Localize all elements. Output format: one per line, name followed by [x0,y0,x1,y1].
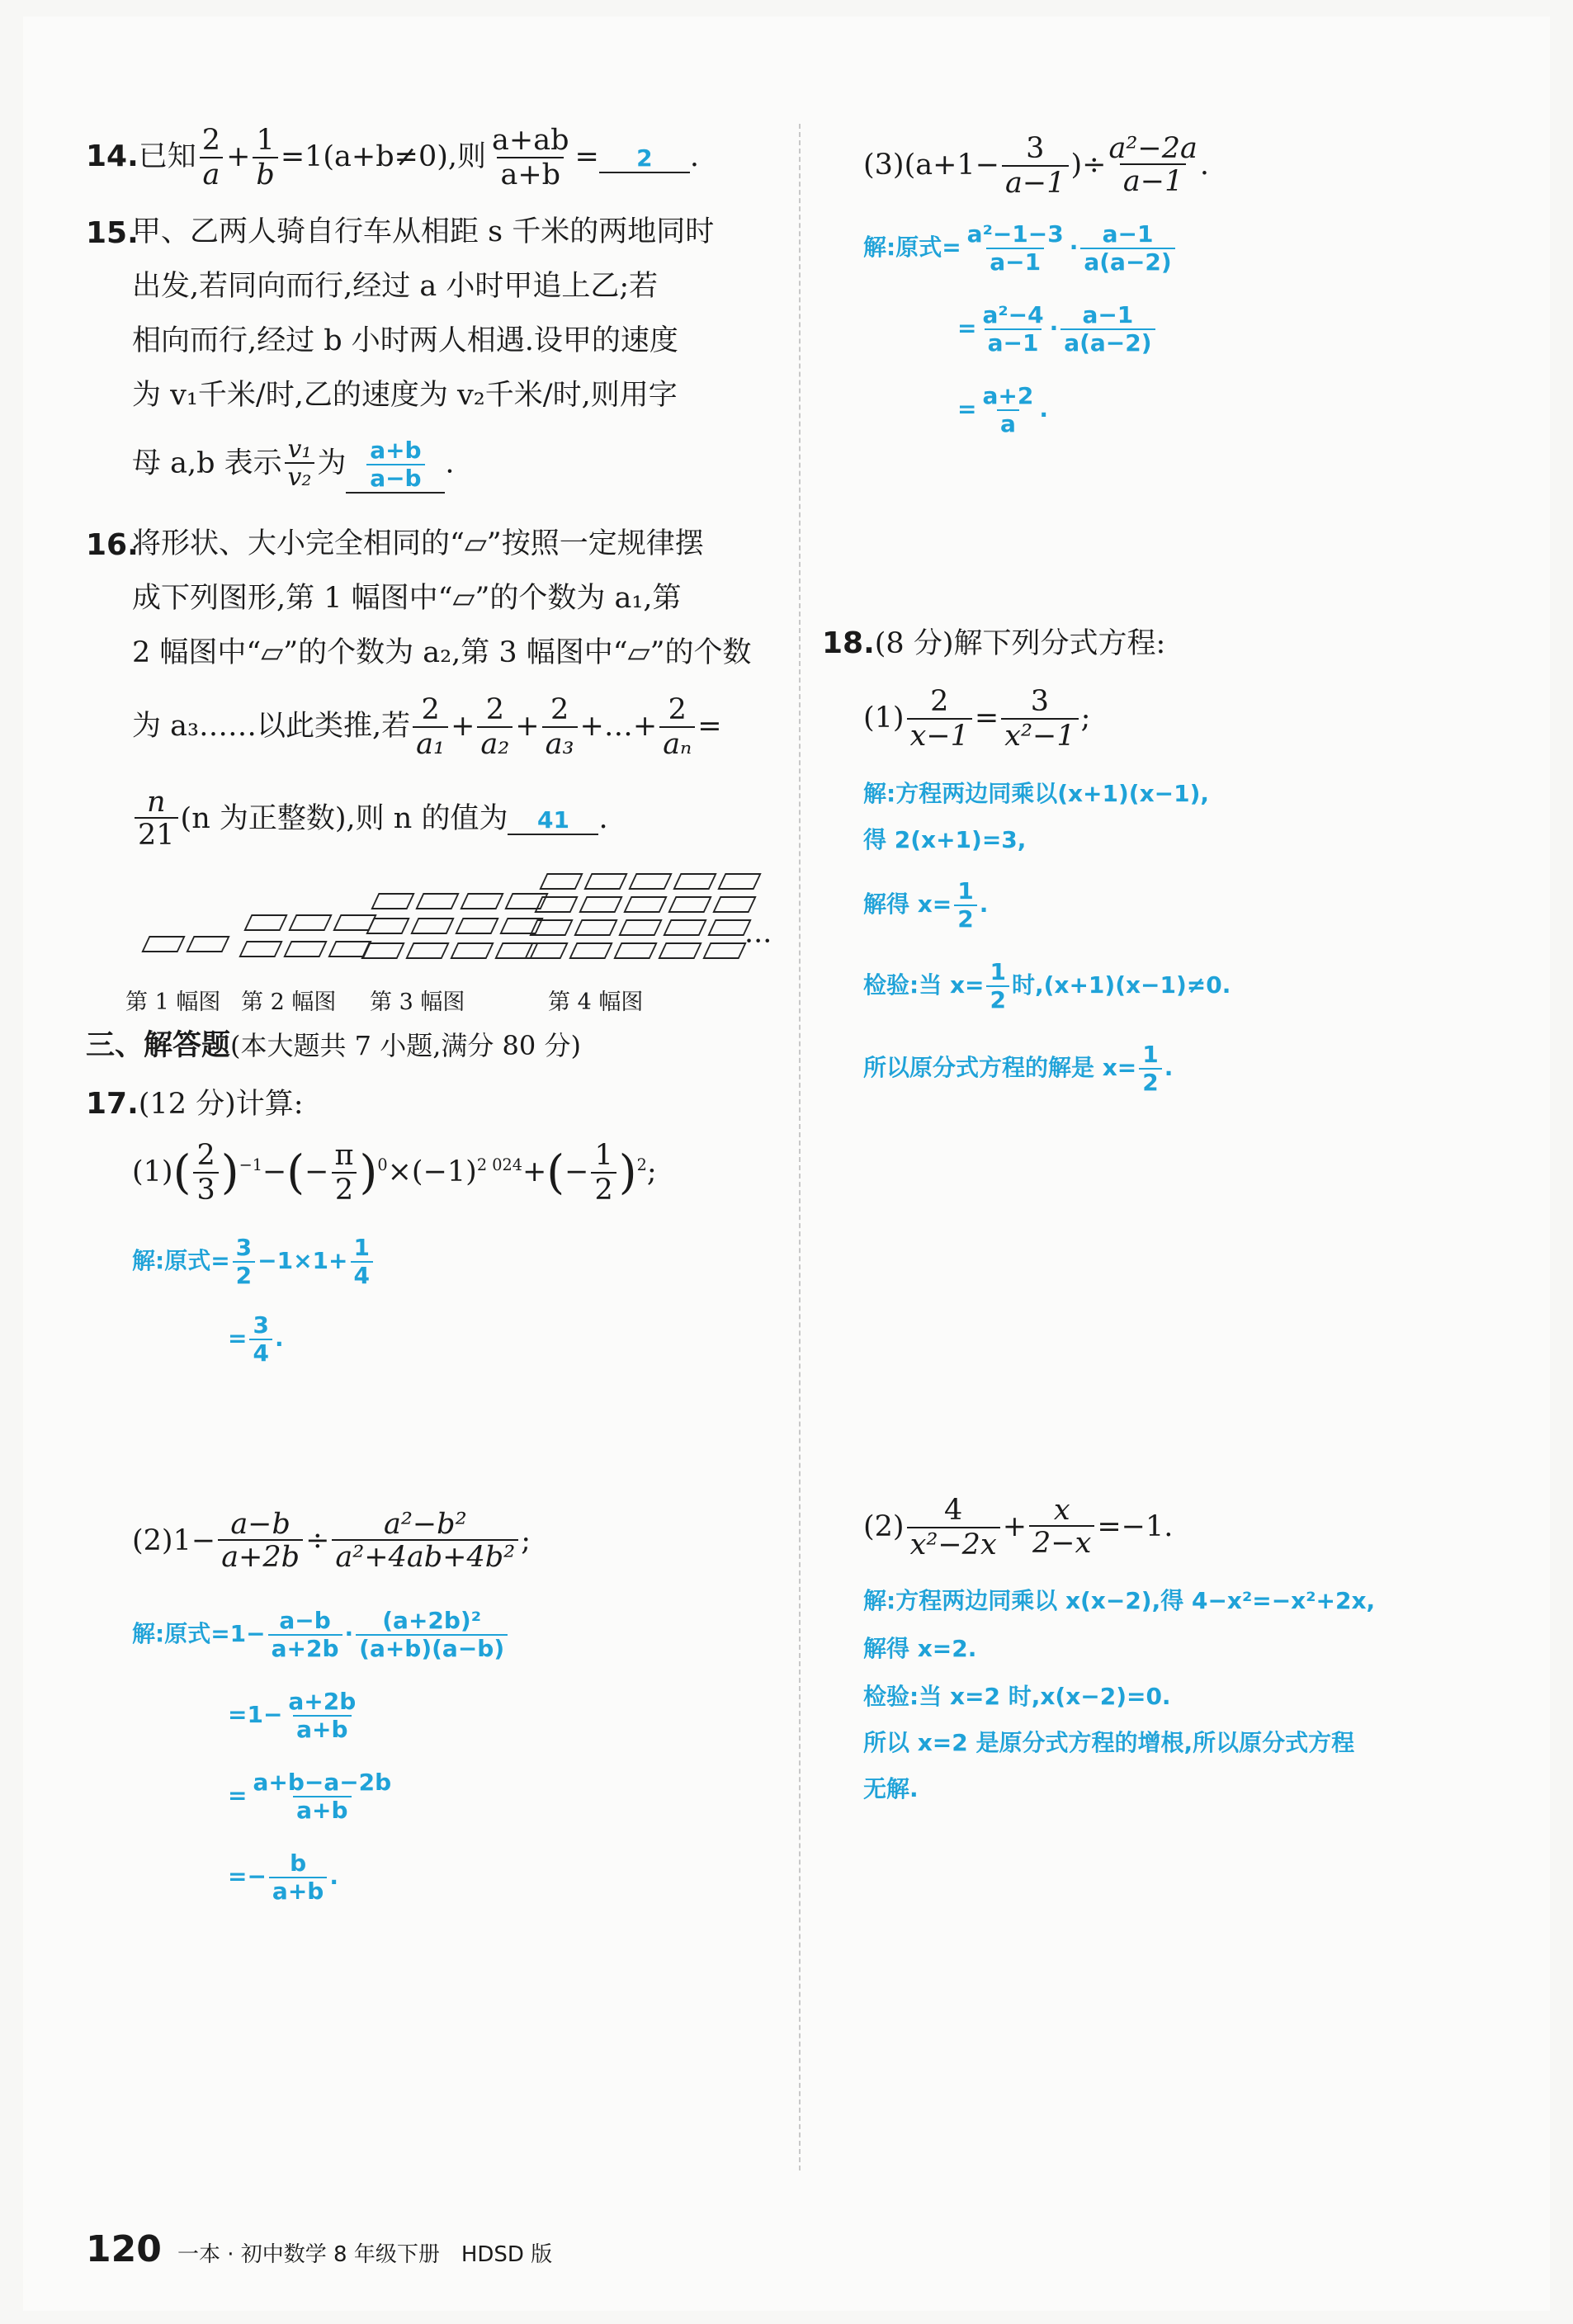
ellipsis: ··· [744,925,772,958]
answer: 41 [536,806,569,834]
q17-part2-expr: (2)1− $\frac{a-b}{a+2b}$ ÷ $\frac{\text{a²−b²}}{\text{a²+4ab+4b²}}$ ; [132,1508,531,1574]
q18-part2-solution-3: 检验:当 x=2 时,x(x−2)=0. [863,1683,1171,1710]
answer: $\frac{a+b}{a-b}$ [366,437,424,492]
q17-part3-solution-3: = $\frac{a+2}{a}$ . [957,382,1048,438]
question-number: 15. [86,216,139,250]
figure-label: 第 2 幅图 [241,990,337,1015]
q18-part2-expr: (2) $\frac{4}{\text{x²−2x}}$ + $\frac{x}{2-x}$ =−1. [863,1493,1174,1562]
q17-part2-solution-3: = $\frac{a+b-a-2b}{a+b}$ [228,1769,392,1825]
question-16-tail: $\frac{n}{21}$ (n 为正整数),则 n 的值为 41 . [132,788,608,852]
q18-part2-solution-1: 解:方程两边同乘以 x(x−2),得 4−x²=−x²+2x, [863,1587,1376,1614]
q18-part2-solution-2: 解得 x=2. [863,1635,977,1662]
question-number: 14. [86,139,139,173]
q17-part3-solution-1: 解:原式= $\frac{\text{a²−1−3}}{a-1}$ · $\frac{a-1}{a(a-2)}$ [863,221,1178,276]
page-footer [86,2228,552,2270]
q17-part1-solution-1: 解:原式= $\frac{3}{2}$ −1×1+ $\frac{1}{4}$ [132,1235,376,1289]
q18-part1-solution-4: 检验:当 x= $\frac{1}{2}$ 时,(x+1)(x−1)≠0. [863,958,1231,1014]
question-18-head: 18.(8 分)解下列分式方程: [822,626,1166,660]
q17-part2-solution-2: =1− $\frac{a+2b}{a+b}$ [228,1688,357,1744]
book-title: 一本 · 初中数学 8 年级下册 HDSD 版 [177,2242,553,2267]
question-number: 16. [86,528,139,562]
q18-part1-solution-3: 解得 x= $\frac{1}{2}$ . [863,877,989,933]
q18-part1-solution-2: 得 2(x+1)=3, [863,826,1027,853]
q17-part2-solution-4: =− $\frac{b}{a+b}$ . [228,1849,338,1906]
figure-label: 第 4 幅图 [548,990,644,1015]
answer-blank [599,143,690,173]
question-17-head: 17.(12 分)计算: [86,1087,304,1121]
q17-part3-solution-2: = $\frac{\text{a²−4}}{a-1}$ · $\frac{a-1}{a(a-2)}$ [957,302,1158,357]
q17-part3-expr: (3)(a+1− $\frac{3}{a-1}$ )÷ $\frac{\text{a²−2a}}{a-1}$ . [863,131,1209,201]
section-title: 三、解答题(本大题共 7 小题,满分 80 分) [86,1029,581,1062]
question-16-sum: 为 a₃……以此类推,若 $\frac{2}{\text{a₁}}$ + $\frac{2}{\text{a₂}}$ + $\frac{2}{\text{a₃}}$ +…+ $\frac{2}{\text{aₙ}}$ = [132,693,722,762]
q18-part2-solution-4: 所以 x=2 是原分式方程的增根,所以原分式方程 [863,1729,1355,1756]
q17-part2-solution-1: 解:原式=1− $\frac{a-b}{a+2b}$ · $\frac{\text{(a+2b)²}}{(a+b)(a-b)}$ [132,1608,510,1662]
q18-part2-solution-5: 无解. [863,1775,919,1802]
page-number: 120 [86,2228,162,2270]
column-divider [799,124,801,2170]
question-14: 14.已知 $\frac{2}{a}$ + $\frac{1}{b}$ =1(a+b≠0),则 $\frac{a+ab}{a+b}$ = 2 . [86,124,699,192]
answer-blank [346,437,445,494]
answer: 2 [636,144,653,172]
q18-part1-expr: (1) $\frac{2}{x-1}$ = $\frac{3}{\text{x²−1}}$ ; [863,685,1091,753]
figure-label: 第 1 幅图 [125,990,221,1015]
figure-label: 第 3 幅图 [370,990,465,1015]
question-15-last-line: 母 a,b 表示 $\frac{\text{v₁}}{\text{v₂}}$ 为 $\frac{a+b}{a-b}$ . [132,437,455,494]
q18-part1-solution-5: 所以原分式方程的解是 x= $\frac{1}{2}$ . [863,1041,1174,1097]
question-16-text: 将形状、大小完全相同的“▱”按照一定规律摆 成下列图形,第 1 幅图中“▱”的个数为 a₁,第 2 幅图中“▱”的个数为 a₂,第 3 幅图中“▱”的个数 [132,527,752,669]
q18-part1-solution-1: 解:方程两边同乘以(x+1)(x−1), [863,780,1210,807]
q17-part1-expr: (1)( $\frac{2}{3}$ )$^{-1}$−(− $\frac{\pi}{2}$ )$^0\times(-1)^{2 024}+(-$ $\frac{1}{2}$ )$^2$; [132,1139,657,1207]
answer-blank [508,805,598,835]
q17-part1-solution-2: = $\frac{3}{4}$ . [228,1311,284,1367]
question-15-text: 甲、乙两人骑自行车从相距 s 千米的两地同时 出发,若同向而行,经过 a 小时甲追上乙;若 相向而行,经过 b 小时两人相遇.设甲的速度 为 v₁千米/时,乙的速度为 v₂千米/时,则用字 [132,215,715,412]
